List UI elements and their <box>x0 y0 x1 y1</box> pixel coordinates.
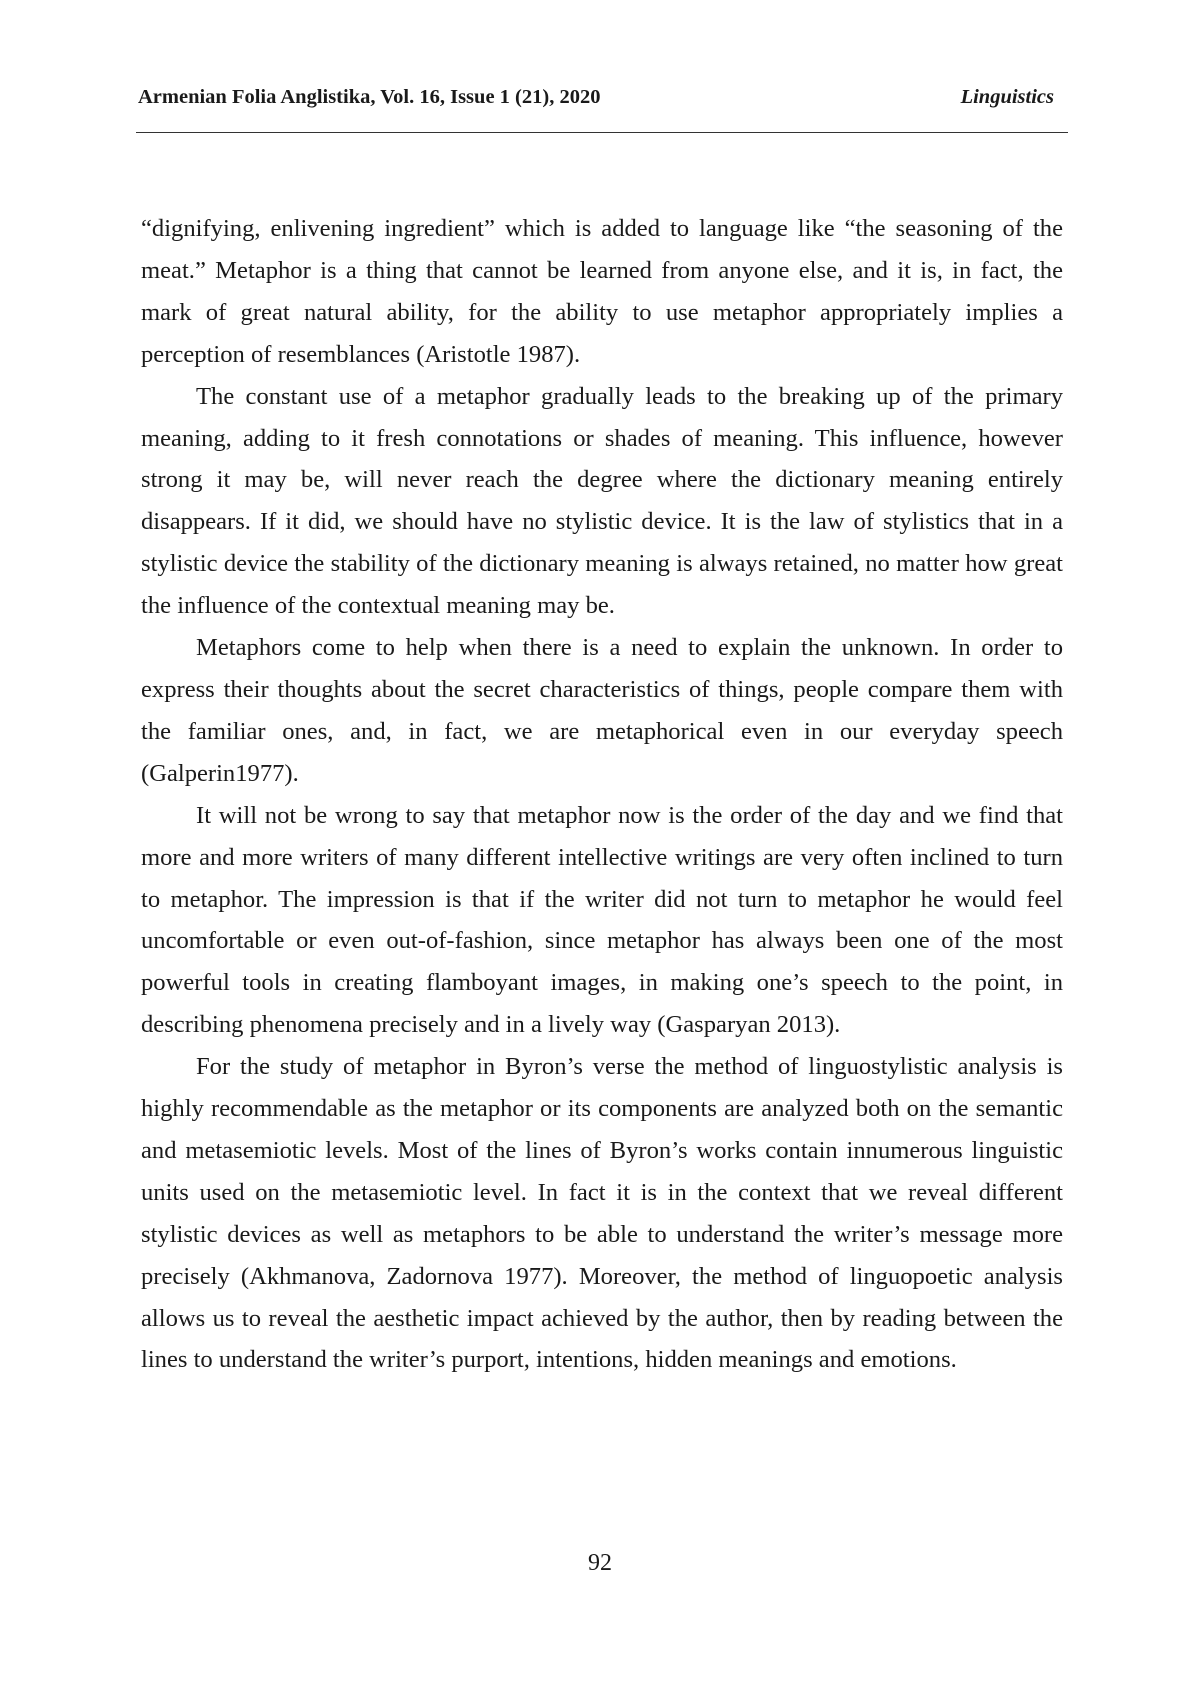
page-number: 92 <box>588 1550 612 1576</box>
journal-citation: Armenian Folia Anglistika, Vol. 16, Issue 1 (21), 2020 <box>138 86 601 108</box>
paragraph-continued: “dignifying, enlivening ingredient” which is added to language like “the seasoning of the meat.” Metaphor is a thing that cannot be learned from anyone else, and it is, in fact, the mark of great natural ability, for the ability to use metaphor appropriately implies a perception of resemblances (Aristotle 1987). <box>141 215 1063 368</box>
running-header <box>138 86 1066 116</box>
paragraph: For the study of metaphor in Byron’s verse the method of linguostylistic analysis is highly recommendable as the metaphor or its components are analyzed both on the semantic and metasemiotic levels. Most of the lines of Byron’s works contain innumerous linguistic units used on the metasemiotic level. In fact it is in the context that we reveal different stylistic devices as well as metaphors to be able to understand the writer’s message more precisely (Akhmanova, Zadornova 1977). Moreover, the method of linguopoetic analysis allows us to reveal the aesthetic impact achieved by the author, then by reading between the lines to understand the writer’s purport, intentions, hidden meanings and emotions. <box>141 1053 1063 1374</box>
header-divider <box>136 132 1068 133</box>
body-text <box>141 208 1063 1381</box>
paragraph: It will not be wrong to say that metaphor now is the order of the day and we find that more and more writers of many different intellective writings are very often inclined to turn to metaphor. The impression is that if the writer did not turn to metaphor he would feel uncomfortable or even out-of-fashion, since metaphor has always been one of the most powerful tools in creating flamboyant images, in making one’s speech to the point, in describing phenomena precisely and in a lively way (Gasparyan 2013). <box>141 801 1063 1039</box>
section-name: Linguistics <box>960 86 1054 108</box>
paragraph: Metaphors come to help when there is a need to explain the unknown. In order to express their thoughts about the secret characteristics of things, people compare them with the familiar ones, and, in fact, we are metaphorical even in our everyday speech (Galperin1977). <box>141 634 1063 787</box>
paragraph: The constant use of a metaphor gradually leads to the breaking up of the primary meaning, adding to it fresh connotations or shades of meaning. This influence, however strong it may be, will never reach the degree where the dictionary meaning entirely disappears. If it did, we should have no stylistic device. It is the law of stylistics that in a stylistic device the stability of the dictionary meaning is always retained, no matter how great the influence of the contextual meaning may be. <box>141 382 1063 620</box>
